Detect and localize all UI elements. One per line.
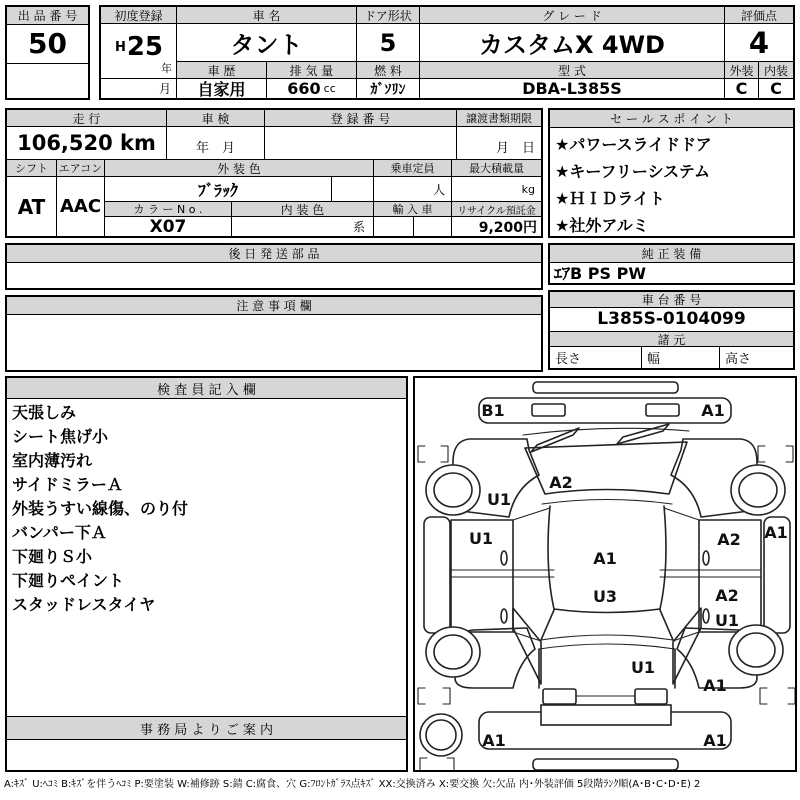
exterior-color-value: ﾌﾞﾗｯｸ [105,177,332,202]
damage-code-U1: U1 [468,529,494,548]
spec-table [5,108,543,238]
capacity-header: 乗車定員 [374,160,452,177]
width-cell [642,347,720,368]
damage-code-labels [469,401,788,750]
left-rear-door-handle [501,609,507,623]
first-registration-value-cell [101,24,177,79]
damage-code-U1: U1 [630,658,656,677]
mileage-header: 走 行 [7,110,167,127]
damage-code-U1: U1 [486,490,512,509]
car-damage-diagram [415,378,795,770]
displacement-value: 660 [287,79,321,98]
vehicle-header-table [99,5,795,100]
inspector-note: 下廻りペイント [12,571,125,590]
inspector-notes-list [7,398,406,716]
transfer-deadline-header: 譲渡書類期限 [457,110,541,127]
right-headlight-shape [646,404,679,416]
notice-header: 注 意 事 項 欄 [7,297,541,315]
inspector-note: 外装うすい線傷、のり付 [12,499,189,518]
recycle-deposit-value: 9,200円 [478,219,537,236]
license-garnish-left [543,689,576,704]
import-value-cell-b [414,217,452,236]
sales-point-item: ★パワースライドドア [555,135,712,154]
rear-lip-shape [533,759,678,770]
model-code-header: 型 式 [420,62,725,79]
front-bumper-shape [479,398,731,423]
history-header: 車 歴 [177,62,267,79]
damage-code-U3: U3 [592,587,618,606]
recycle-deposit-header: リサイクル預託金 [452,202,541,217]
score-header: 評価点 [725,7,793,24]
interior-grade-header: 内装 [759,62,793,79]
import-value-cell-a [374,217,414,236]
length-cell [550,347,642,368]
shaken-value: 年 月 [167,127,265,160]
model-code-value: DBA-L385S [420,79,725,98]
damage-code-A1: A1 [764,523,788,542]
inspector-note: バンパー下Ａ [12,523,107,542]
roof-right-edge [660,506,666,609]
lot-number-empty-cell [7,64,88,98]
displacement-value-cell [267,79,357,98]
aircon-header: エアコン [57,160,105,177]
roof-front-edge [542,500,672,505]
damage-code-A1: A1 [482,731,506,750]
roof-rear-edge [554,609,660,613]
damage-code-B1: B1 [481,401,505,420]
damage-code-A2: A2 [717,530,741,549]
sales-points-list [550,128,793,242]
lot-number-box [5,5,90,100]
shaken-header: 車 検 [167,110,265,127]
lot-number-value: 50 [7,24,88,64]
roof-left-edge [548,506,554,609]
damage-code-legend: A:ｷｽﾞ U:ﾍｺﾐ B:ｷｽﾞを伴うﾍｺﾐ P:要塗装 W:補修跡 S:錆 C:腐食、穴 G:ﾌﾛﾝﾄｶﾞﾗｽ点ｷｽﾞ XX:交換済み X:要交換 欠:欠品 内･外装評価 5段階ﾗﾝｸ順(A･B･C･D･E) 2 [4,779,701,790]
oem-equipment-box [548,243,795,285]
tailgate-lower-panel [541,705,671,725]
sales-point-item: ★キーフリーシステム [555,162,710,181]
license-garnish-right [635,689,667,704]
sales-point-item: ★社外アルミ [555,216,649,235]
door-shape-value: 5 [357,24,420,62]
inspector-box [5,376,408,772]
dimensions-header: 諸 元 [550,332,793,347]
capacity-value: 人 [374,177,452,202]
later-parts-box [5,243,543,290]
first-registration-era: H [114,39,126,55]
shift-value: AT [7,177,57,236]
office-notice-header: 事 務 局 よ り ご 案 内 [7,716,406,740]
displacement-header: 排 気 量 [267,62,357,79]
chassis-value: L385S-0104099 [550,307,793,332]
inspector-note: 下廻りＳ小 [12,547,93,566]
sales-points-box [548,108,795,238]
color-no-header: カ ラ ー N o . [105,202,232,217]
color-no-value: X07 [105,217,232,236]
damage-code-A1: A1 [703,676,727,695]
exterior-color-header: 外 装 色 [105,160,374,177]
inspector-note: スタッドレスタイヤ [12,595,156,614]
chassis-header: 車 台 番 号 [550,292,793,308]
left-headlight-shape [532,404,565,416]
transfer-deadline-value: 月 日 [457,127,541,160]
later-parts-header: 後 日 発 送 部 品 [7,245,541,263]
score-value: 4 [725,24,793,62]
import-header: 輸 入 車 [374,202,452,217]
door-shape-header: ドア形状 [357,7,420,24]
history-value: 自家用 [177,79,267,98]
right-rear-door-handle [703,609,709,623]
sales-points-header: セ ー ル ス ポ イ ン ト [550,110,793,128]
inspector-note: 天張しみ [12,403,77,422]
registration-number-value [265,127,457,160]
inspector-header: 検 査 員 記 入 欄 [7,378,406,399]
sales-point-item: ★ＨＩＤライト [555,189,665,208]
fuel-value: ｶﾞｿﾘﾝ [357,79,420,98]
max-load-header: 最大積載量 [452,160,541,177]
notice-value [7,314,541,370]
interior-grade-value: C [770,79,782,98]
max-load-value: kg [452,177,541,202]
later-parts-value [7,262,541,288]
height-cell [720,347,793,368]
shift-header: シフト [7,160,57,177]
inspector-note: 室内薄汚れ [12,451,93,470]
fuel-header: 燃 料 [357,62,420,79]
width-label: 幅 [647,352,661,367]
fold-lines [513,508,699,641]
first-registration-month-cell: 月 [101,79,177,98]
car-name-value: タント [177,24,357,62]
inspector-note: サイドミラーＡ [12,475,123,494]
exterior-grade-header: 外装 [725,62,759,79]
first-registration-year: 25 [126,32,164,62]
color-change-cell [332,177,374,202]
damage-diagram-box [413,376,797,772]
grade-value: カスタムX 4WD [420,24,725,62]
height-label: 高さ [725,352,752,367]
first-registration-header: 初度登録 [101,7,177,24]
right-wiper-shape [617,424,669,444]
damage-code-U1: U1 [714,611,740,630]
oem-equipment-header: 純 正 装 備 [550,245,793,263]
right-quarter-band [673,608,701,684]
length-label: 長さ [555,352,582,367]
inspector-note: シート焦げ小 [12,427,109,446]
oem-equipment-value: ｴｱB PS PW [554,264,646,283]
exterior-grade-value: C [725,79,759,98]
displacement-unit: cc [323,82,336,95]
registration-number-header: 登 録 番 号 [265,110,457,127]
left-front-door-handle [501,551,507,565]
grade-header: グ レ ー ド [420,7,725,24]
right-front-door-handle [703,551,709,565]
notice-box [5,295,543,372]
damage-code-A1: A1 [703,731,727,750]
aircon-value: AAC [57,177,105,236]
damage-code-A2: A2 [549,473,573,492]
interior-color-header: 内 装 色 [232,202,374,217]
mileage-value: 106,520 km [7,127,167,160]
interior-color-value: 系 [232,217,374,236]
damage-code-A1: A1 [701,401,725,420]
door-gap-lines [451,570,761,577]
car-name-header: 車 名 [177,7,357,24]
first-registration-year-unit: 年 [161,62,172,75]
damage-code-A2: A2 [715,586,739,605]
left-sill-shape [424,517,450,633]
rear-glass-band [539,635,675,649]
damage-code-A1: A1 [593,549,617,568]
lot-number-header: 出 品 番 号 [7,7,88,25]
chassis-box [548,290,795,370]
front-lip-shape [533,382,678,393]
office-notice-value [7,740,406,770]
